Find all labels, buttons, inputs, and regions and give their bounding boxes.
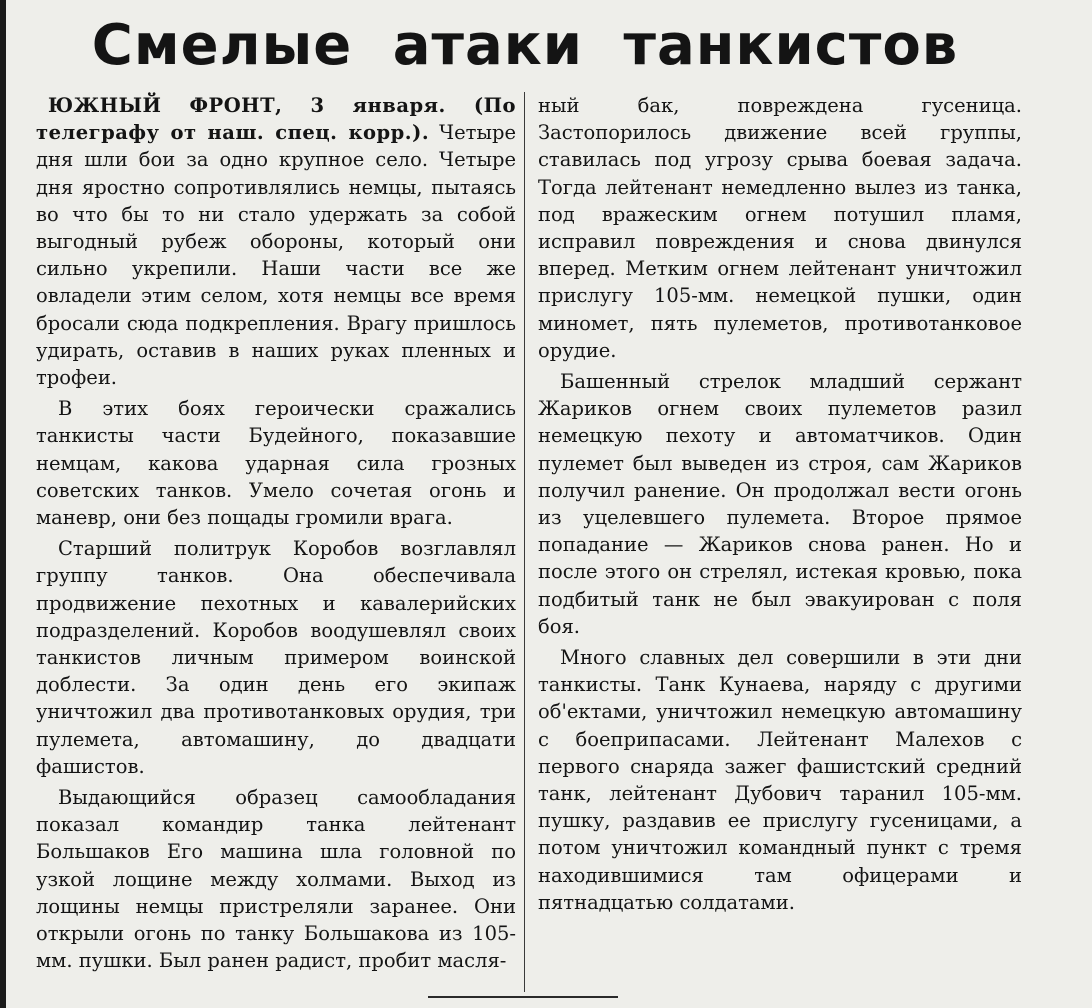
left-edge-border	[0, 0, 6, 1008]
article-paragraph: В этих боях героически сражались танкисты части Будейного, показавшие немцам, какова ударная сила грозных советских танков. Умело сочетая огонь и маневр, они без пощады громили врага.	[36, 397, 516, 530]
article-paragraph: Старший политрук Коробов возглавлял группу танков. Она обеспечивала продвижение пехотных и кавалерийских подразделений. Коробов воодушевлял своих танкистов личным примером воинской доблести. За один день его экипаж уничтожил два противотанковых орудия, три пулемета, автомашину, до двадцати фашистов.	[36, 537, 516, 778]
article-paragraph: Много славных дел совершили в эти дни танкисты. Танк Кунаева, наряду с другими об'ектами, уничтожил немецкую автомашину с боеприпасами. Лейтенант Малехов с первого снаряда зажег фашистский средний танк, лейтенант Дубович таранил 105-мм. пушку, раздавив ее прислугу гусеницами, а потом уничтожил командный пункт с тремя находившимися там офицерами и пятнадцатью солдатами.	[538, 646, 1022, 914]
article-paragraph: Выдающийся образец самообладания показал командир танка лейтенант Большаков Его машина шла головной по узкой лощине между холмами. Выход из лощины немцы пристреляли заранее. Они открыли огонь по танку Большакова из 105-мм. пушки. Был ранен радист, пробит масля-	[36, 786, 516, 973]
article-paragraph: Башенный стрелок младший сержант Жариков огнем своих пулеметов разил немецкую пехоту и автоматчиков. Один пулемет был выведен из строя, сам Жариков получил ранение. Он продолжал вести огонь из уцелевшего пулемета. Второе прямое попадание — Жариков снова ранен. Но и после этого он стрелял, истекая кровью, пока подбитый танк не был эвакуирован с поля боя.	[538, 370, 1022, 638]
bottom-divider	[428, 996, 618, 998]
dateline: ЮЖНЫЙ ФРОНТ, 3 января. (По телеграфу от наш. спец. корр.).	[36, 94, 516, 145]
article-paragraph: ный бак, повреждена гусеница. Застопорилось движение всей группы, ставилась под угрозу срыва боевая задача. Тогда лейтенант немедленно вылез из танка, под вражеским огнем потушил пламя, исправил повреждения и снова двинулся вперед. Метким огнем лейтенант уничтожил прислугу 105-мм. немецкой пушки, один миномет, пять пулеметов, противотанковое орудие.	[538, 94, 1022, 362]
article-headline: Смелые атаки танкистов	[91, 13, 959, 78]
article-column-right	[538, 92, 1022, 920]
article-paragraph	[36, 92, 516, 391]
article-column-left	[36, 92, 516, 979]
column-divider	[524, 92, 525, 992]
paragraph-text: Четыре дня шли бои за одно крупное село. Четыре дня яростно сопротивлялись немцы, пытаясь во что бы то ни стало удержать за собой выгодный рубеж обороны, который они сильно укрепили. Наши части все же овладели этим селом, хотя немцы все время бросали сюда подкрепления. Врагу пришлось удирать, оставив в наших руках пленных и трофеи.	[36, 121, 516, 390]
